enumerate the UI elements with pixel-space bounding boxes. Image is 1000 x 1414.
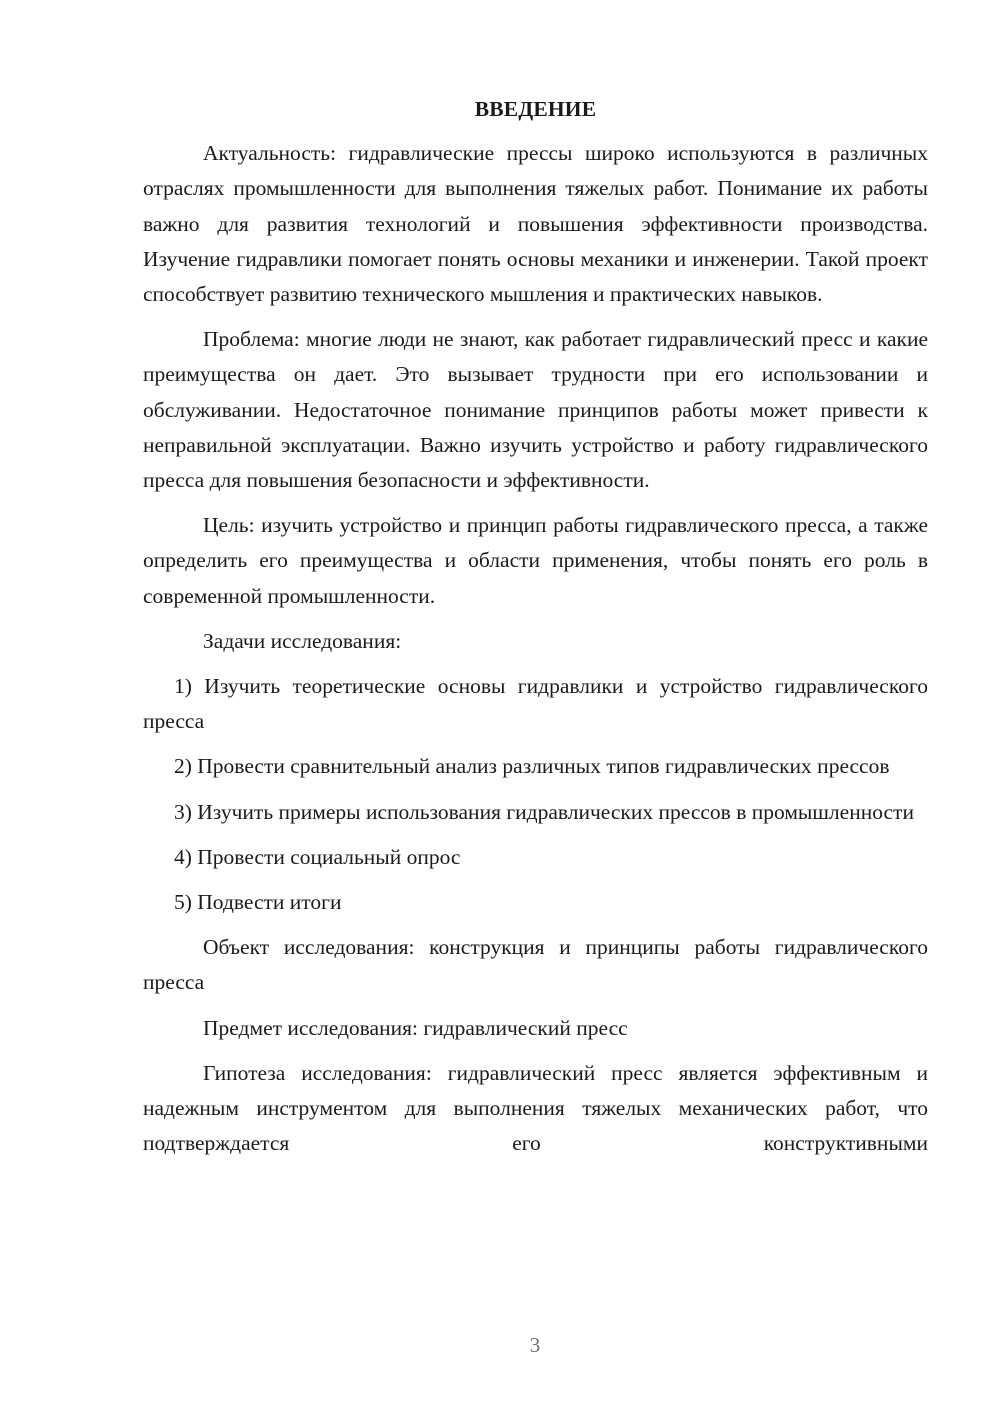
page-number: 3 (529, 1333, 541, 1357)
paragraph-relevance: Актуальность: гидравлические прессы широко используются в различных отраслях промышленности для выполнения тяжелых работ. Понимание их работы важно для развития технологий и повышения эффективности производства. Изучение гидравлики помогает понять основы механики и инженерии. Такой проект способствует развитию технического мышления и практических навыков. (143, 141, 928, 307)
task-item-3: 3) Изучить примеры использования гидравлических прессов в промышленности (174, 799, 914, 824)
paragraph-goal: Цель: изучить устройство и принцип работы гидравлического пресса, а также определить его преимущества и области применения, чтобы понять его роль в современной промышленности. (143, 513, 928, 608)
paragraph-object: Объект исследования: конструкция и принципы работы гидравлического пресса (143, 935, 928, 995)
task-item-5: 5) Подвести итоги (174, 890, 342, 915)
paragraph-hypothesis: Гипотеза исследования: гидравлический пресс является эффективным и надежным инструментом для выполнения тяжелых механических работ, что подтверждается его конструктивными (143, 1060, 928, 1156)
task-item-1: 1) Изучить теоретические основы гидравлики и устройство гидравлического пресса (143, 674, 928, 734)
paragraph-subject: Предмет исследования: гидравлический пресс (203, 1015, 628, 1040)
document-page (143, 92, 928, 1171)
task-item-4: 4) Провести социальный опрос (174, 844, 461, 869)
section-title: ВВЕДЕНИЕ (474, 97, 597, 121)
task-item-2: 2) Провести сравнительный анализ различных типов гидравлических прессов (174, 754, 890, 779)
paragraph-problem: Проблема: многие люди не знают, как работает гидравлический пресс и какие преимущества он дает. Это вызывает трудности при его использовании и обслуживании. Недостаточное понимание принципов работы может привести к неправильной эксплуатации. Важно изучить устройство и работу гидравлического пресса для повышения безопасности и эффективности. (143, 327, 928, 493)
tasks-heading: Задачи исследования: (203, 628, 402, 653)
